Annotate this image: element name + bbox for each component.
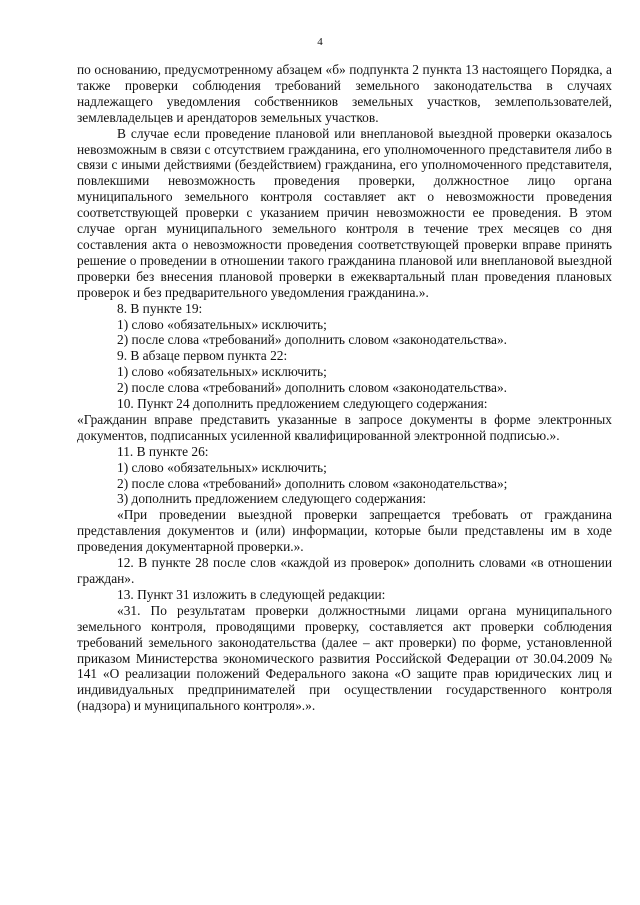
paragraph-item-11-sub-2: 2) после слова «требований» дополнить словом «законодательства»; bbox=[117, 475, 508, 491]
paragraph-item-13: 13. Пункт 31 изложить в следующей редакции: bbox=[117, 586, 386, 602]
document-body bbox=[77, 62, 612, 714]
page-number: 4 bbox=[317, 36, 323, 48]
paragraph-item-13-quote: «31. По результатам проверки должностными лицами органа муниципального земельного контроля, проводящими проверку, составляется акт проверки соблюдения требований земельного законодательства (далее – акт проверки) по форме, установленной приказом Министерства экономического развития Российской Федерации от 30.04.2009 № 141 «О реализации положений Федерального закона «О защите прав юридических лиц и индивидуальных предпринимателей при осуществлении государственного контроля (надзора) и муниципального контроля».». bbox=[77, 602, 612, 714]
paragraph-item-10: 10. Пункт 24 дополнить предложением следующего содержания: bbox=[117, 396, 488, 412]
paragraph-item-11-quote: «При проведении выездной проверки запрещается требовать от гражданина представления документов и (или) информации, которые были представлены им в ходе проведения документарной проверки.». bbox=[77, 507, 612, 555]
paragraph-item-11-sub-1: 1) слово «обязательных» исключить; bbox=[117, 459, 327, 475]
paragraph-item-11-sub-3: 3) дополнить предложением следующего содержания: bbox=[117, 491, 427, 507]
paragraph-item-12: 12. В пункте 28 после слов «каждой из проверок» дополнить словами «в отношении граждан». bbox=[77, 555, 612, 586]
paragraph-continuation: по основанию, предусмотренному абзацем «б» подпункта 2 пункта 13 настоящего Порядка, а также проверки соблюдения требований земельного законодательства в случаях надлежащего уведомления собственников земельных участков, землепользователей, землевладельцев и арендаторов земельных участков. bbox=[77, 62, 612, 125]
paragraph-item-8-sub-1: 1) слово «обязательных» исключить; bbox=[117, 316, 327, 332]
paragraph-item-9: 9. В абзаце первом пункта 22: bbox=[117, 348, 288, 364]
paragraph-item-8-sub-2: 2) после слова «требований» дополнить словом «законодательства». bbox=[117, 332, 508, 348]
paragraph-impossibility-of-inspection: В случае если проведение плановой или внеплановой выездной проверки оказалось невозможным в связи с отсутствием гражданина, его уполномоченного представителя либо в связи с иными действиями (бездействием) гражданина, его уполномоченного представителя, повлекшими невозможность проведения проверки, должностное лицо органа муниципального земельного контроля составляет акт о невозможности проведения соответствующей проверки с указанием причин невозможности ее проведения. В этом случае орган муниципального земельного контроля в течение трех месяцев со дня составления акта о невозможности проведения соответствующей проверки вправе принять решение о проведении в отношении такого гражданина плановой или внеплановой выездной проверки без внесения плановой проверки в ежеквартальный план проведения плановых проверок и без предварительного уведомления гражданина.». bbox=[77, 125, 612, 300]
paragraph-item-9-sub-1: 1) слово «обязательных» исключить; bbox=[117, 364, 327, 380]
paragraph-item-10-quote: «Гражданин вправе представить указанные в запросе документы в форме электронных документов, подписанных усиленной квалифицированной электронной подписью.». bbox=[77, 411, 612, 443]
paragraph-item-9-sub-2: 2) после слова «требований» дополнить словом «законодательства». bbox=[117, 380, 508, 396]
paragraph-item-11: 11. В пункте 26: bbox=[117, 443, 209, 459]
paragraph-item-8: 8. В пункте 19: bbox=[117, 300, 203, 316]
